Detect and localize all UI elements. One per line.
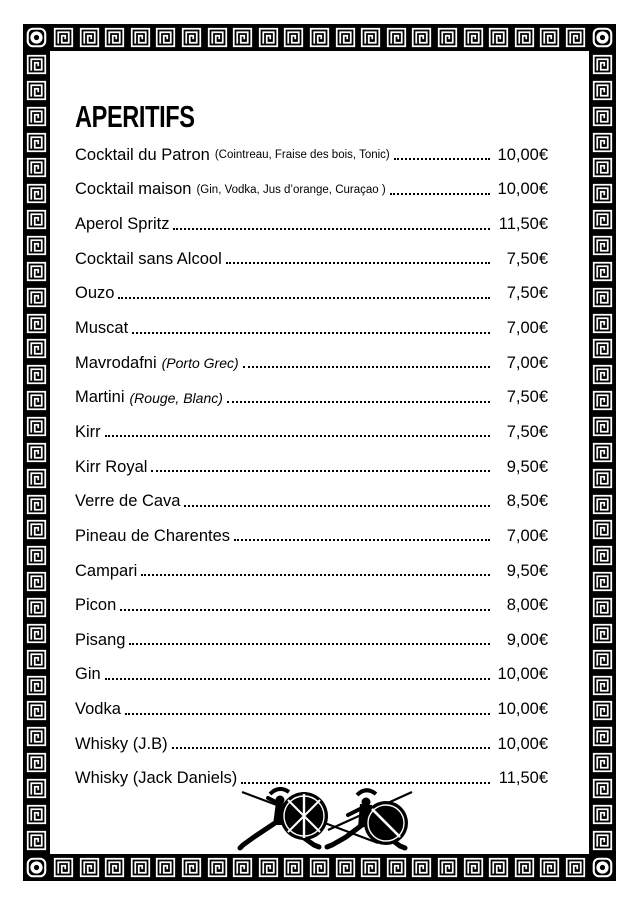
meander-spiral-tile-icon	[592, 80, 613, 101]
item-price: 9,00€	[506, 630, 548, 649]
dot-leader	[226, 262, 490, 264]
item-detail: (Cointreau, Fraise des bois, Tonic)	[214, 149, 390, 162]
meander-spiral-tile-icon	[411, 857, 432, 878]
meander-spiral-tile-icon	[463, 27, 484, 48]
dot-leader	[125, 713, 490, 715]
dot-leader	[118, 297, 490, 299]
meander-spiral-tile-icon	[592, 364, 613, 385]
dot-leader	[132, 332, 490, 334]
meander-spiral-tile-icon	[592, 623, 613, 644]
meander-spiral-tile-icon	[592, 468, 613, 489]
meander-spiral-tile-icon	[592, 494, 613, 515]
dot-leader	[241, 782, 490, 784]
item-price: 7,00€	[506, 319, 548, 338]
meander-spiral-tile-icon	[592, 649, 613, 670]
meander-spiral-tile-icon	[592, 778, 613, 799]
meander-spiral-tile-icon	[592, 261, 613, 282]
item-name: Ouzo	[75, 284, 115, 303]
menu-item-row	[75, 346, 548, 381]
meander-spiral-tile-icon	[335, 27, 356, 48]
meander-spiral-tile-icon	[258, 27, 279, 48]
corner-circle-tile	[589, 854, 616, 881]
menu-item-row	[75, 207, 548, 242]
meander-spiral-tile-icon	[26, 623, 47, 644]
meander-spiral-tile-icon	[592, 183, 613, 204]
item-name: Kirr	[75, 422, 101, 441]
meander-spiral-tile-icon	[26, 675, 47, 696]
section-title: APERITIFS	[75, 99, 195, 134]
meander-spiral-tile-icon	[411, 27, 432, 48]
meander-spiral-tile-icon	[360, 857, 381, 878]
meander-spiral-tile-icon	[514, 857, 535, 878]
meander-spiral-tile-icon	[565, 27, 586, 48]
menu-item-row	[75, 277, 548, 312]
border-strip-bottom	[50, 854, 589, 881]
meander-spiral-tile-icon	[26, 830, 47, 851]
meander-spiral-tile-icon	[181, 857, 202, 878]
item-price: 8,50€	[506, 492, 548, 511]
menu-item-row	[75, 138, 548, 173]
meander-spiral-tile-icon	[53, 27, 74, 48]
item-price: 8,00€	[506, 596, 548, 615]
meander-spiral-tile-icon	[386, 857, 407, 878]
meander-spiral-tile-icon	[26, 338, 47, 359]
dot-leader	[172, 747, 490, 749]
meander-spiral-tile-icon	[26, 545, 47, 566]
meander-spiral-tile-icon	[592, 287, 613, 308]
meander-spiral-tile-icon	[26, 390, 47, 411]
meander-spiral-tile-icon	[130, 857, 151, 878]
meander-spiral-tile-icon	[592, 209, 613, 230]
item-name: Whisky (Jack Daniels)	[75, 769, 238, 788]
item-price: 9,50€	[506, 561, 548, 580]
menu-item-row	[75, 623, 548, 658]
dot-leader	[120, 609, 490, 611]
dot-leader	[105, 435, 490, 437]
meander-spiral-tile-icon	[592, 313, 613, 334]
item-name: Aperol Spritz	[75, 215, 170, 234]
meander-spiral-tile-icon	[592, 804, 613, 825]
meander-spiral-tile-icon	[26, 778, 47, 799]
meander-spiral-tile-icon	[104, 27, 125, 48]
menu-item-row	[75, 727, 548, 762]
dot-leader	[151, 470, 490, 472]
meander-spiral-tile-icon	[26, 54, 47, 75]
item-price: 9,50€	[506, 457, 548, 476]
meander-spiral-tile-icon	[26, 416, 47, 437]
item-detail: (Gin, Vodka, Jus d’orange, Curaçao )	[196, 183, 386, 196]
item-price: 10,00€	[497, 145, 548, 164]
dot-leader	[390, 193, 490, 195]
menu-item-row	[75, 173, 548, 208]
meander-spiral-tile-icon	[592, 519, 613, 540]
meander-spiral-tile-icon	[155, 27, 176, 48]
circle-ring-icon	[26, 27, 47, 48]
meander-spiral-tile-icon	[592, 726, 613, 747]
item-name: Cocktail sans Alcool	[75, 249, 222, 268]
item-price: 11,50€	[498, 769, 548, 788]
item-name: Kirr Royal	[75, 457, 148, 476]
meander-spiral-tile-icon	[26, 106, 47, 127]
item-price: 7,50€	[506, 422, 548, 441]
meander-spiral-tile-icon	[258, 857, 279, 878]
meander-spiral-tile-icon	[26, 132, 47, 153]
item-name: Verre de Cava	[75, 492, 181, 511]
meander-spiral-tile-icon	[26, 157, 47, 178]
meander-spiral-tile-icon	[104, 857, 125, 878]
dot-leader	[184, 505, 490, 507]
meander-spiral-tile-icon	[283, 857, 304, 878]
meander-spiral-tile-icon	[155, 857, 176, 878]
meander-spiral-tile-icon	[539, 857, 560, 878]
meander-spiral-tile-icon	[335, 857, 356, 878]
item-name: Mavrodafni	[75, 353, 157, 372]
meander-spiral-tile-icon	[592, 157, 613, 178]
meander-spiral-tile-icon	[26, 494, 47, 515]
item-name: Cocktail du Patron	[75, 145, 210, 164]
dot-leader	[234, 539, 490, 541]
menu-item-row	[75, 415, 548, 450]
item-name: Pisang	[75, 630, 126, 649]
item-price: 7,50€	[506, 388, 548, 407]
item-name: Muscat	[75, 319, 129, 338]
meander-spiral-tile-icon	[488, 27, 509, 48]
meander-spiral-tile-icon	[360, 27, 381, 48]
corner-circle-tile	[23, 24, 50, 51]
meander-spiral-tile-icon	[26, 442, 47, 463]
item-name: Whisky (J.B)	[75, 734, 168, 753]
meander-spiral-tile-icon	[592, 830, 613, 851]
menu-item-row	[75, 242, 548, 277]
meander-spiral-tile-icon	[283, 27, 304, 48]
meander-spiral-tile-icon	[26, 235, 47, 256]
meander-spiral-tile-icon	[53, 857, 74, 878]
item-detail: (Porto Grec)	[161, 355, 239, 372]
meander-spiral-tile-icon	[592, 675, 613, 696]
meander-spiral-tile-icon	[592, 442, 613, 463]
meander-spiral-tile-icon	[26, 287, 47, 308]
item-name: Vodka	[75, 700, 121, 719]
meander-spiral-tile-icon	[26, 804, 47, 825]
meander-spiral-tile-icon	[592, 235, 613, 256]
dot-leader	[105, 678, 490, 680]
meander-spiral-tile-icon	[26, 468, 47, 489]
meander-spiral-tile-icon	[592, 416, 613, 437]
meander-spiral-tile-icon	[309, 857, 330, 878]
meander-spiral-tile-icon	[592, 106, 613, 127]
meander-spiral-tile-icon	[463, 857, 484, 878]
menu-item-row	[75, 380, 548, 415]
item-name: Martini	[75, 388, 125, 407]
border-strip-left	[23, 51, 50, 854]
border-strip-right	[589, 51, 616, 854]
menu-item-row	[75, 311, 548, 346]
item-price: 7,50€	[506, 284, 548, 303]
meander-spiral-tile-icon	[26, 80, 47, 101]
meander-spiral-tile-icon	[514, 27, 535, 48]
meander-spiral-tile-icon	[592, 571, 613, 592]
meander-spiral-tile-icon	[26, 209, 47, 230]
item-price: 7,50€	[506, 249, 548, 268]
meander-spiral-tile-icon	[232, 857, 253, 878]
meander-spiral-tile-icon	[488, 857, 509, 878]
circle-ring-icon	[592, 857, 613, 878]
menu-item-list	[75, 138, 548, 796]
meander-spiral-tile-icon	[79, 857, 100, 878]
circle-ring-icon	[26, 857, 47, 878]
dot-leader	[173, 228, 490, 230]
menu-item-row	[75, 658, 548, 693]
item-name: Pineau de Charentes	[75, 526, 231, 545]
border-strip-top	[50, 24, 589, 51]
corner-circle-tile	[589, 24, 616, 51]
menu-item-row	[75, 554, 548, 589]
dot-leader	[141, 574, 490, 576]
corner-circle-tile	[23, 854, 50, 881]
item-name: Picon	[75, 596, 117, 615]
meander-spiral-tile-icon	[130, 27, 151, 48]
meander-spiral-tile-icon	[26, 364, 47, 385]
meander-spiral-tile-icon	[26, 700, 47, 721]
item-price: 10,00€	[497, 700, 548, 719]
meander-spiral-tile-icon	[26, 649, 47, 670]
meander-spiral-tile-icon	[565, 857, 586, 878]
dot-leader	[394, 158, 490, 160]
meander-spiral-tile-icon	[26, 571, 47, 592]
item-price: 7,00€	[506, 353, 548, 372]
meander-spiral-tile-icon	[592, 338, 613, 359]
meander-spiral-tile-icon	[592, 597, 613, 618]
meander-spiral-tile-icon	[26, 519, 47, 540]
left-warrior-shield-icon	[280, 792, 328, 840]
meander-spiral-tile-icon	[207, 857, 228, 878]
greek-warriors-illustration	[226, 785, 416, 855]
menu-item-row	[75, 692, 548, 727]
meander-spiral-tile-icon	[181, 27, 202, 48]
meander-spiral-tile-icon	[437, 27, 458, 48]
item-price: 10,00€	[497, 180, 548, 199]
item-name: Cocktail maison	[75, 180, 192, 199]
menu-item-row	[75, 484, 548, 519]
meander-spiral-tile-icon	[26, 597, 47, 618]
meander-spiral-tile-icon	[232, 27, 253, 48]
meander-spiral-tile-icon	[592, 54, 613, 75]
item-price: 11,50€	[498, 215, 548, 234]
meander-spiral-tile-icon	[592, 545, 613, 566]
dot-leader	[243, 366, 490, 368]
meander-spiral-tile-icon	[207, 27, 228, 48]
meander-spiral-tile-icon	[592, 132, 613, 153]
meander-spiral-tile-icon	[26, 313, 47, 334]
menu-item-row	[75, 450, 548, 485]
meander-spiral-tile-icon	[592, 752, 613, 773]
item-price: 10,00€	[497, 734, 548, 753]
right-warrior-shield-icon	[364, 801, 408, 845]
item-name: Gin	[75, 665, 101, 684]
meander-spiral-tile-icon	[437, 857, 458, 878]
meander-spiral-tile-icon	[309, 27, 330, 48]
item-detail: (Rouge, Blanc)	[129, 389, 223, 406]
menu-item-row	[75, 588, 548, 623]
item-price: 7,00€	[506, 526, 548, 545]
meander-spiral-tile-icon	[79, 27, 100, 48]
meander-spiral-tile-icon	[386, 27, 407, 48]
meander-spiral-tile-icon	[26, 261, 47, 282]
item-price: 10,00€	[497, 665, 548, 684]
dot-leader	[129, 643, 490, 645]
meander-spiral-tile-icon	[592, 700, 613, 721]
circle-ring-icon	[592, 27, 613, 48]
meander-spiral-tile-icon	[26, 183, 47, 204]
menu-item-row	[75, 519, 548, 554]
meander-spiral-tile-icon	[26, 726, 47, 747]
dot-leader	[227, 401, 490, 403]
meander-spiral-tile-icon	[539, 27, 560, 48]
meander-spiral-tile-icon	[26, 752, 47, 773]
item-name: Campari	[75, 561, 138, 580]
meander-spiral-tile-icon	[592, 390, 613, 411]
